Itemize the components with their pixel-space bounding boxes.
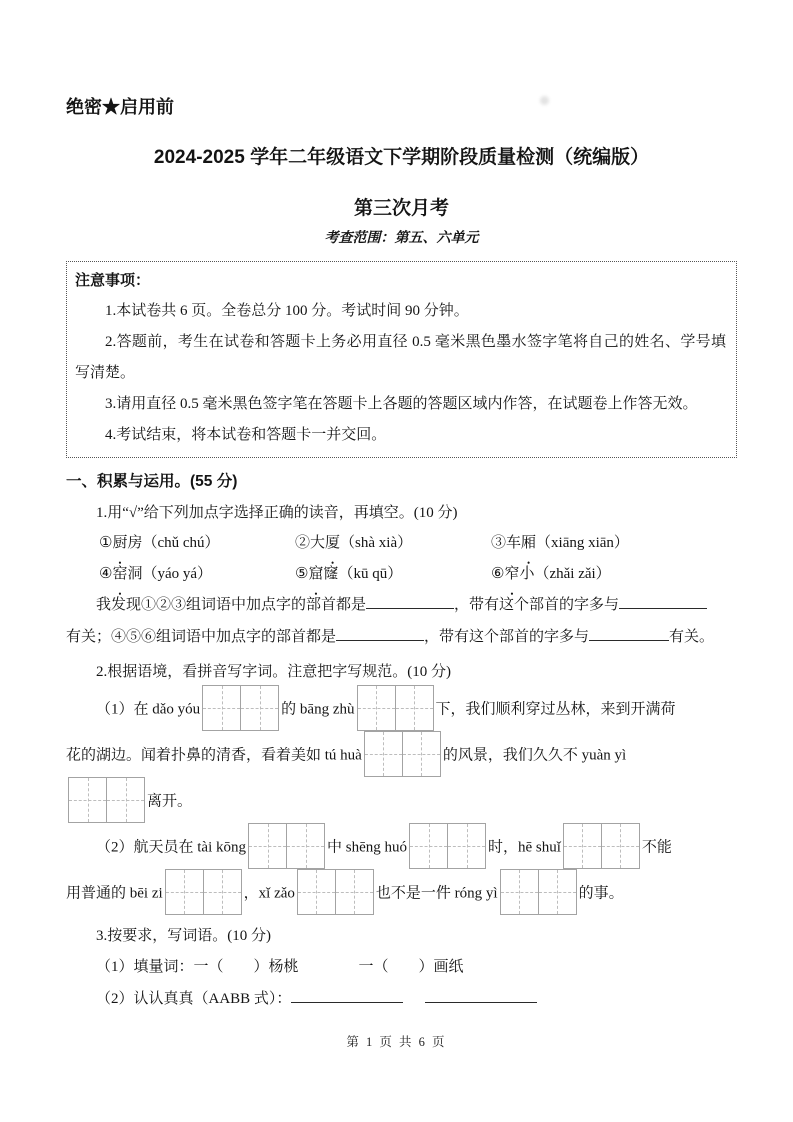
sentence-text: 用普通的 bēi zi — [66, 885, 163, 902]
aabb-prompt: （2）认认真真（AABB 式）： — [96, 991, 292, 1007]
notice-item-1: 1.本试卷共 6 页。全卷总分 100 分。考试时间 90 分钟。 — [105, 303, 469, 319]
option-text: （xiāng xiān） — [536, 535, 629, 551]
fill-text: ，带有这个部首的字多与 — [424, 628, 590, 645]
option-text: 房（chǔ chú） — [127, 535, 220, 551]
question-2-prompt: 2.根据语境，看拼音写字词。注意把字写规范。(10 分) — [96, 664, 451, 680]
notice-box — [66, 261, 737, 458]
sentence-text: 的风景，我们久久不 yuàn yì — [442, 747, 627, 764]
pinyin-option-grid — [66, 528, 737, 590]
dotted-char: 窟 — [308, 566, 324, 582]
option-text: ① — [99, 535, 113, 551]
sentence-text: 中 shēng huó — [327, 839, 407, 856]
pinyin-option-4 — [99, 559, 295, 590]
dotted-char: 窑 — [112, 566, 128, 582]
q3-sub1 — [66, 951, 737, 983]
sentence-text: 离开。 — [147, 793, 193, 810]
dotted-char: 厨 — [112, 535, 128, 551]
option-text: ⑥ — [491, 566, 505, 582]
sentence-text: 花的湖边。闻着扑鼻的清香，看着美如 tú huà — [66, 747, 362, 764]
exam-title: 2024-2025 学年二年级语文下学期阶段质量检测（统编版） — [153, 147, 650, 168]
writing-grid — [202, 685, 279, 731]
pinyin-option-2 — [295, 528, 491, 559]
page-number: 第 1 页 共 6 页 — [346, 1035, 447, 1049]
exam-scope-label: 考查范围： — [324, 231, 395, 246]
notice-item-3: 3.请用直径 0.5 毫米黑色签字笔在答题卡上各题的答题区域内作答，在试题卷上作答无效。 — [105, 396, 698, 412]
exam-scope-value: 第五、六单元 — [394, 231, 479, 246]
blank-line — [366, 594, 454, 609]
measure-word-text: 一（ ）画纸 — [358, 959, 464, 975]
sentence-text: 下，我们顺利穿过丛林，来到开满荷 — [435, 701, 676, 718]
option-text: 窿（kū qū） — [323, 566, 403, 582]
dotted-char: 厢 — [521, 535, 537, 551]
sentence-text: 的 bāng zhù — [281, 701, 355, 718]
classified-label: 绝密★启用前 — [66, 97, 174, 117]
fill-text: 有关；④⑤⑥组词语中加点字的部首都是 — [66, 628, 337, 645]
fill-text: 我发现①②③组词语中加点字的部首都是 — [96, 597, 367, 613]
q2-part1-line2 — [66, 733, 737, 779]
q2-part1-line1 — [66, 687, 737, 733]
question-3-prompt: 3.按要求，写词语。(10 分) — [96, 928, 271, 944]
q2-part2-line2 — [66, 871, 737, 917]
option-text: 洞（yáo yá） — [127, 566, 213, 582]
option-text: ⑤ — [295, 566, 309, 582]
writing-grid — [68, 777, 145, 823]
fill-line-2 — [66, 622, 737, 654]
option-text: ③车 — [491, 535, 522, 551]
blank-line — [619, 594, 707, 609]
q2-part2-line1 — [66, 825, 737, 871]
writing-grid — [409, 823, 486, 869]
section-1-heading: 一、积累与运用。(55 分) — [66, 473, 238, 490]
sentence-text: ，xǐ zǎo — [243, 885, 295, 902]
fill-text: 有关。 — [669, 628, 715, 645]
writing-grid — [248, 823, 325, 869]
blank-line — [336, 626, 424, 641]
notice-heading: 注意事项： — [75, 272, 151, 289]
sentence-text: 也不是一件 róng yì — [375, 885, 498, 902]
writing-grid — [563, 823, 640, 869]
blank-line — [425, 988, 537, 1003]
writing-grid — [500, 869, 577, 915]
option-text: （shà xià） — [340, 535, 413, 551]
writing-grid — [297, 869, 374, 915]
option-text: ④ — [99, 566, 113, 582]
sentence-text: （2）航天员在 tài kōng — [96, 839, 246, 856]
exam-subtitle: 第三次月考 — [353, 198, 449, 219]
blank-line — [291, 988, 403, 1003]
question-1-prompt: 1.用“√”给下列加点字选择正确的读音，再填空。(10 分) — [96, 505, 458, 521]
blank-line — [589, 626, 669, 641]
exam-scope — [66, 229, 737, 249]
sentence-text: 的事。 — [578, 885, 624, 902]
dotted-char: 窄 — [504, 566, 520, 582]
option-text: 小（zhǎi zǎi） — [519, 566, 611, 582]
pinyin-option-3 — [491, 528, 737, 559]
notice-item-4: 4.考试结束，将本试卷和答题卡一并交回。 — [105, 427, 387, 443]
writing-grid — [165, 869, 242, 915]
writing-grid — [364, 731, 441, 777]
dotted-char: 厦 — [325, 535, 341, 551]
writing-grid — [357, 685, 434, 731]
measure-word-text: （1）填量词：一（ ）杨桃 — [96, 959, 299, 975]
smudge-artifact — [540, 96, 549, 105]
fill-text: ，带有这个部首的字多与 — [454, 597, 620, 613]
sentence-text: （1）在 dǎo yóu — [96, 701, 201, 718]
option-text: ②大 — [295, 535, 326, 551]
q2-part1-line3 — [66, 779, 737, 825]
notice-item-2: 2.答题前，考生在试卷和答题卡上务必用直径 0.5 毫米黑色墨水签字笔将自己的姓名、学号填写清楚。 — [75, 334, 726, 381]
sentence-text: 时，hē shuǐ — [488, 839, 561, 856]
sentence-text: 不能 — [641, 839, 672, 856]
fill-line-1 — [66, 590, 737, 622]
pinyin-option-1 — [99, 528, 295, 559]
q3-sub2 — [66, 983, 737, 1015]
